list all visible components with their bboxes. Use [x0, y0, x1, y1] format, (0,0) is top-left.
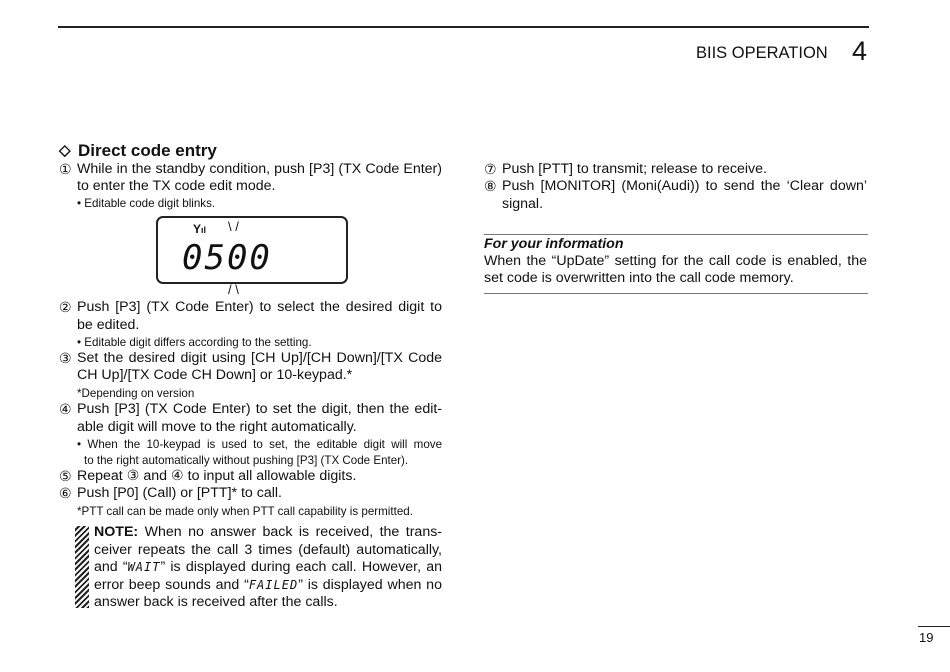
step-number: ① — [59, 161, 72, 177]
note-line: answer back is received after the calls. — [94, 594, 338, 610]
page-number: 19 — [919, 630, 934, 645]
note-line — [94, 577, 443, 594]
header-rule — [58, 26, 869, 28]
step-text: Push [P3] (TX Code Enter) to select the desired digit to — [77, 299, 443, 315]
note-hatch-bar — [75, 526, 89, 608]
note-text: error beep sounds and “ — [94, 577, 249, 593]
info-title: For your information — [484, 236, 624, 252]
diamond-outline-icon: ◇ — [59, 142, 71, 159]
step-text: signal. — [502, 196, 544, 212]
blink-indicator-top: \ / — [228, 219, 239, 234]
note-label: NOTE: — [94, 524, 139, 540]
step-note: • Editable code digit blinks. — [77, 197, 216, 210]
blink-indicator-bottom: / \ — [228, 282, 239, 297]
step-note: to the right automatically without pushing [P3] (TX Code Enter). — [84, 454, 409, 467]
step-text: to enter the TX code edit mode. — [77, 178, 276, 194]
step-text: able digit will move to the right automatically. — [77, 419, 357, 435]
lcd-failed-text: FAILED — [248, 578, 299, 592]
step-text: Push [P0] (Call) or [PTT]* to call. — [77, 485, 282, 501]
lcd-code-digits: 0500 — [182, 238, 272, 278]
step-text: Set the desired digit using [CH Up]/[CH Down]/[TX Code — [77, 350, 443, 366]
footer-rule — [918, 626, 950, 627]
step-number: ⑤ — [59, 468, 72, 484]
info-top-rule — [484, 234, 868, 235]
step-text: Push [PTT] to transmit; release to receive. — [502, 161, 767, 177]
step-text: be edited. — [77, 317, 140, 333]
step-number: ③ — [59, 350, 72, 366]
note-text: and “ — [94, 559, 128, 575]
signal-antenna-icon: Yıl — [193, 222, 207, 236]
step-note: *PTT call can be made only when PTT call capability is permitted. — [77, 505, 413, 518]
note-line: ceiver repeats the call 3 times (default) automatically, — [94, 542, 442, 558]
step-text: Push [MONITOR] (Moni(Audi)) to send the ‘Clear down’ — [502, 178, 867, 194]
step-number: ⑥ — [59, 485, 72, 501]
step-text: CH Up]/[TX Code CH Down] or 10-keypad.* — [77, 367, 353, 383]
step-number: ⑦ — [484, 161, 497, 177]
info-text: When the “UpDate” setting for the call code is enabled, the — [484, 253, 867, 269]
step-text: While in the standby condition, push [P3] (TX Code Enter) — [77, 161, 442, 177]
note-text: When no answer back is received, the trans- — [138, 524, 443, 540]
info-bottom-rule — [484, 293, 868, 294]
chapter-number: 4 — [852, 36, 868, 66]
note-text: ” is displayed when no — [298, 577, 442, 593]
step-text: Repeat ③ and ④ to input all allowable digits. — [77, 468, 357, 484]
section-title: BIIS OPERATION — [696, 44, 828, 62]
note-line — [94, 559, 443, 576]
section-heading: Direct code entry — [78, 141, 217, 160]
lcd-wait-text: WAIT — [127, 560, 161, 574]
step-number: ⑧ — [484, 178, 497, 194]
step-number: ② — [59, 299, 72, 315]
step-text: Push [P3] (TX Code Enter) to set the digit, then the edit- — [77, 401, 443, 417]
step-note: • When the 10-keypad is used to set, the editable digit will move — [77, 438, 443, 451]
note-text: ” is displayed during each call. However, an — [160, 559, 443, 575]
step-note: *Depending on version — [77, 387, 195, 400]
info-text: set code is overwritten into the call code memory. — [484, 270, 794, 286]
note-line — [94, 524, 443, 541]
step-note: • Editable digit differs according to the setting. — [77, 336, 312, 349]
step-number: ④ — [59, 401, 72, 417]
